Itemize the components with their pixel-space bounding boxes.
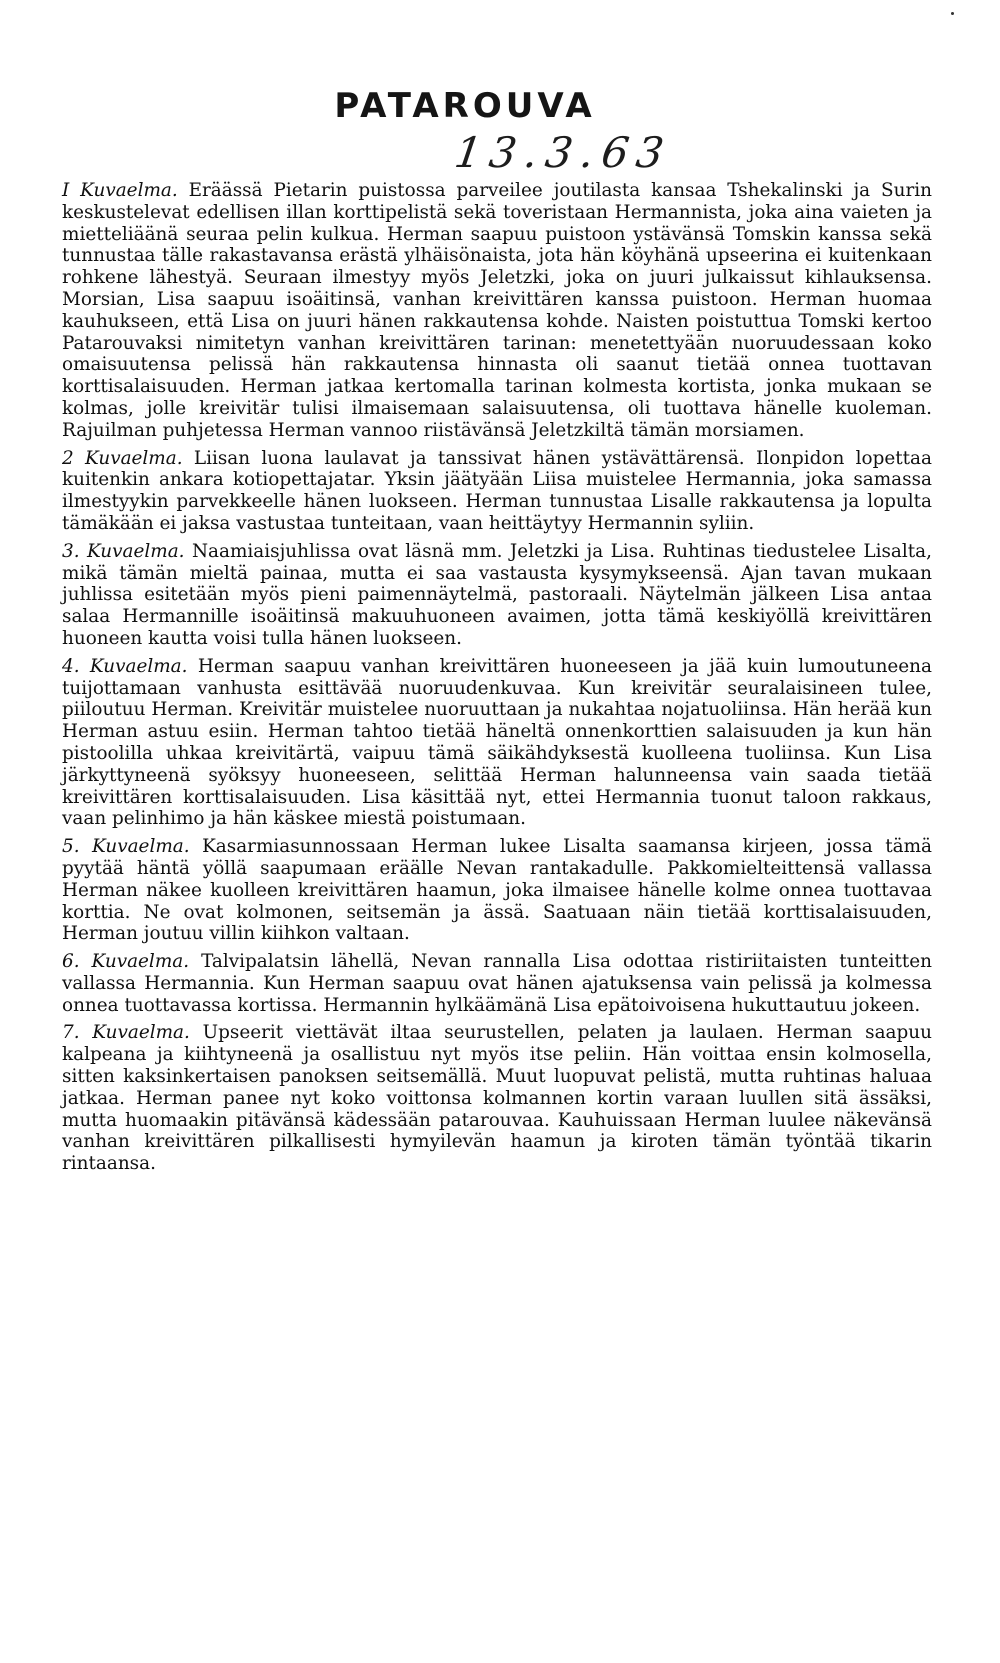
- handwritten-date-note: 13.3.63: [451, 128, 675, 177]
- scene-text: Herman saapuu vanhan kreivittären huoneeseen ja jää kuin lumoutuneena tuijottamaan vanhusta esittävää nuoruudenkuvaa. Kun kreivitär seuralaisineen tulee, piiloutuu Herman. Kreivitär muistelee nuoruuttaan ja nukahtaa nojatuoliinsa. Hän herää kun Herman astuu esiin. Herman tahtoo tietää häneltä onnenkorttien salaisuuden ja kun hän pistoolilla uhkaa kreivitärtä, vaipuu tämä säikähdyksestä kuolleena tuoliinsa. Kun Lisa järkyttyneenä syöksyy huoneeseen, selittää Herman halunneensa vain saada tietää kreivittären korttisalaisuuden. Lisa käsittää nyt, ettei Hermannia tuonut taloon rakkaus, vaan pelinhimo ja hän käskee miestä poistumaan.: [62, 655, 932, 830]
- scene-paragraph: [62, 656, 932, 830]
- document-title: PATAROUVA: [334, 86, 596, 126]
- scene-paragraph: [62, 541, 932, 650]
- scene-text: Kasarmiasunnossaan Herman lukee Lisalta saamansa kirjeen, jossa tämä pyytää häntä yöllä saapumaan eräälle Nevan rantakadulle. Pakkomielteittensä vallassa Herman näkee kuolleen kreivittären haamun, joka ilmaisee hänelle kolme onnea tuottavaa korttia. Ne ovat kolmonen, seitsemän ja ässä. Saatuaan näin tietää korttisalaisuuden, Herman joutuu villin kiihkon valtaan.: [62, 836, 932, 945]
- scene-text: Talvipalatsin lähellä, Nevan rannalla Lisa odottaa ristiriitaisten tunteitten vallassa Hermannia. Kun Herman saapuu ovat hänen ajatuksensa vain pelissä ja kolmessa onnea tuottavassa kortissa. Hermannin hylkäämänä Lisa epätoivoisena hukuttautuu jokeen.: [62, 951, 932, 1016]
- scene-label: I Kuvaelma.: [62, 180, 178, 201]
- stray-mark: [951, 12, 954, 15]
- scene-label: 3. Kuvaelma.: [62, 540, 185, 562]
- scene-label: 2 Kuvaelma.: [62, 447, 183, 469]
- scene-text: Eräässä Pietarin puistossa parveilee joutilasta kansaa Tshekalinski ja Surin keskustelevat edellisen illan korttipelistä sekä toveristaan Hermannista, joka aina vaieten ja mietteliäänä seuraa pelin kulkua. Herman saapuu puistoon ystävänsä Tomskin kanssa sekä tunnustaa tälle rakastavansa erästä ylhäisönaista, jota hän köyhänä upseerina ei kuitenkaan rohkene lähestyä. Seuraan ilmestyy myös Jeletzki, joka on juuri julkaissut kihlauksensa. Morsian, Lisa saapuu isoäitinsä, vanhan kreivittären kanssa puistoon. Herman huomaa kauhukseen, että Lisa on juuri hänen rakkautensa kohde. Naisten poistuttua Tomski kertoo Patarouvaksi nimitetyn vanhan kreivittären tarinan: menetettyään nuoruudessaan koko omaisuutensa pelissä hän rakkautensa hinnasta oli saanut tietää onnea tuottavan korttisalaisuuden. Herman jatkaa kertomalla tarinan kolmesta kortista, jonka mukaan se kolmas, jolle kreivitär tulisi ilmaisemaan salaisuutensa, oli tuottava hänelle kuoleman. Rajuilman puhjetessa Herman vannoo riistävänsä Jeletzkiltä tämän morsiamen.: [62, 180, 932, 441]
- scene-paragraph: [62, 836, 932, 945]
- scene-label: 5. Kuvaelma.: [62, 836, 190, 858]
- scene-text: Liisan luona laulavat ja tanssivat hänen ystävättärensä. Ilonpidon lopettaa kuitenkin ankara kotiopettajatar. Yksin jäätyään Liisa muistelee Hermannia, joka samassa ilmestyykin parvekkeelle hänen luokseen. Herman tunnustaa Lisalle rakkautensa ja lopulta tämäkään ei jaksa vastustaa tunteitaan, vaan heittäytyy Hermannin syliin.: [62, 447, 932, 534]
- scene-label: 4. Kuvaelma.: [62, 655, 188, 677]
- scene-paragraph: [62, 951, 932, 1016]
- scene-label: 6. Kuvaelma.: [62, 951, 190, 973]
- scene-paragraph: [62, 1022, 932, 1175]
- scene-text: Upseerit viettävät iltaa seurustellen, pelaten ja laulaen. Herman saapuu kalpeana ja kiihtyneenä ja osallistuu nyt myös itse peliin. Hän voittaa ensin kolmosella, sitten kaksinkertaisen panoksen seitsemällä. Muut luopuvat pelistä, mutta ruhtinas haluaa jatkaa. Herman panee nyt koko voittonsa kolmannen kortin varaan luullen sitä ässäksi, mutta huomaakin pitävänsä kädessään patarouvaa. Kauhuissaan Herman luulee näkevänsä vanhan kreivittären pilkallisesti hymyilevän haamun ja kiroten tämän työntää tikarin rintaansa.: [62, 1022, 932, 1175]
- synopsis-body: [62, 180, 932, 1181]
- scene-paragraph: [62, 448, 932, 535]
- scene-paragraph: [62, 180, 932, 442]
- scene-text: Naamiaisjuhlissa ovat läsnä mm. Jeletzki ja Lisa. Ruhtinas tiedustelee Lisalta, mikä tämän mieltä painaa, mutta ei saa vastausta kysymykseensä. Ajan tavan mukaan juhlissa esitetään myös pieni paimennäytelmä, pastoraali. Näytelmän jälkeen Lisa antaa salaa Hermannille isoäitinsä makuuhuoneen avaimen, jotta tämä keskiyöllä kreivittären huoneen kautta voisi tulla hänen luokseen.: [62, 540, 932, 649]
- scene-label: 7. Kuvaelma.: [62, 1022, 190, 1044]
